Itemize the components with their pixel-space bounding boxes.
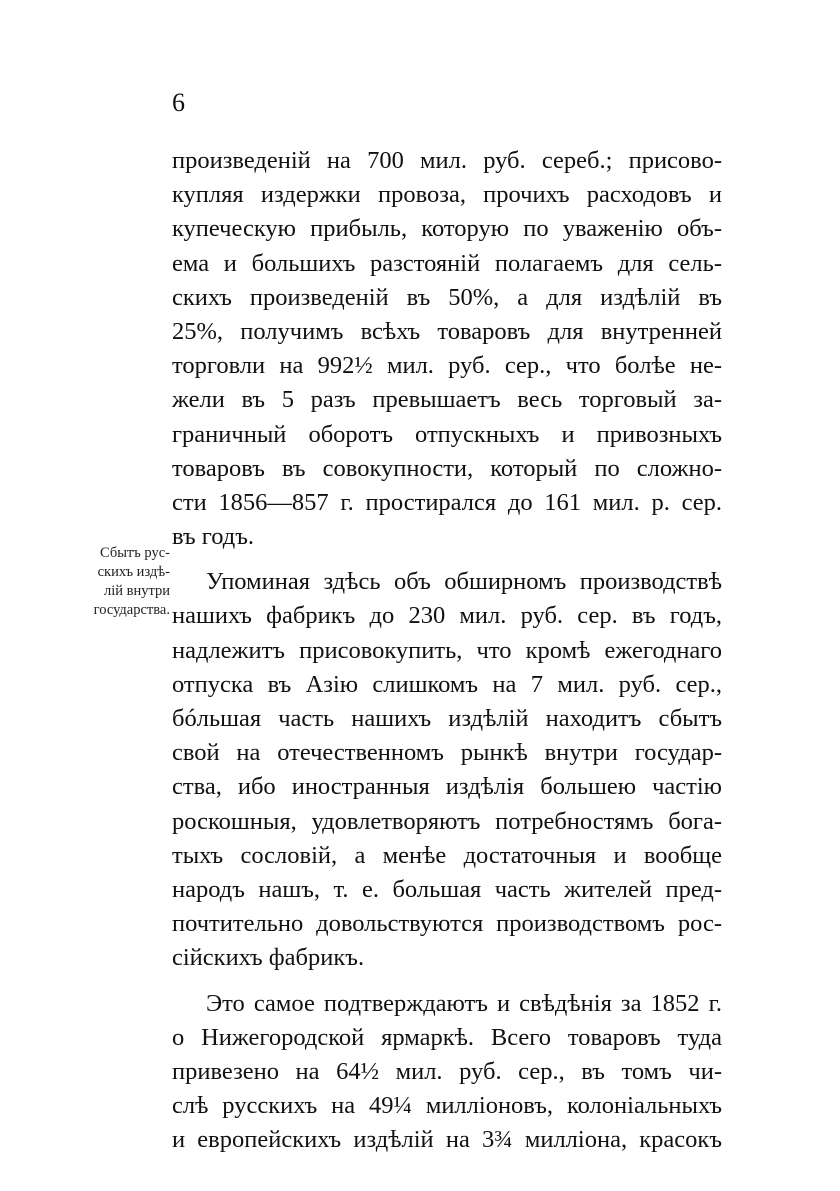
text-line: сійскихъ фабрикъ. [172, 944, 365, 972]
text-line: бóльшая часть нашихъ издѣлій находитъ сбытъ [172, 705, 722, 732]
marginal-note [60, 544, 170, 620]
text-line: купляя издержки провоза, прочихъ расходовъ и [172, 181, 722, 209]
text-line: произведеній на 700 мил. руб. сереб.; присово- [172, 147, 722, 174]
marginal-note-line: Сбытъ рус- [99, 545, 170, 561]
text-line: Упоминая здѣсь объ обширномъ производствѣ [206, 568, 722, 596]
text-line: граничный оборотъ отпускныхъ и привозныхъ [172, 420, 722, 448]
text-line: надлежитъ присовокупить, что кромѣ ежегоднаго [172, 636, 722, 664]
marginal-note-line: государства. [93, 602, 170, 618]
text-line: почтительно довольствуются производствомъ рос- [172, 910, 722, 938]
text-line: Это самое подтверждаютъ и свѣдѣнія за 1852 г. [206, 989, 722, 1017]
text-line: торговли на 992½ мил. руб. сер., что болѣе не- [172, 352, 722, 380]
text-line: жели въ 5 разъ превышаетъ весь торговый за- [172, 386, 722, 414]
text-line: товаровъ въ совокупности, который по сложно- [172, 454, 722, 482]
text-line: отпуска въ Азію слишкомъ на 7 мил. руб. сер., [172, 670, 722, 698]
text-line: о Нижегородской ярмаркѣ. Всего товаровъ туда [172, 1023, 722, 1051]
page-number: 6 [172, 88, 185, 117]
text-line: купеческую прибыль, которую по уваженію объ- [172, 215, 722, 243]
paragraph-2 [172, 565, 722, 975]
text-line: нашихъ фабрикъ до 230 мил. руб. сер. въ годъ, [172, 602, 722, 630]
text-line: въ годъ. [172, 523, 254, 551]
paragraph-1 [172, 144, 722, 554]
text-line: 25%, получимъ всѣхъ товаровъ для внутренней [172, 317, 722, 345]
text-line: привезено на 64½ мил. руб. сер., въ томъ чи- [172, 1057, 722, 1085]
text-line: и европейскихъ издѣлій на 3¾ милліона, красокъ [172, 1126, 722, 1154]
text-line: тыхъ сословій, а менѣе достаточныя и вообще [172, 841, 722, 869]
text-line: свой на отечественномъ рынкѣ внутри государ- [172, 739, 722, 767]
paragraph-3 [172, 987, 722, 1158]
text-line: ства, ибо иностранныя издѣлія большею частію [172, 773, 722, 801]
text-line: слѣ русскихъ на 49¼ милліоновъ, колоніальныхъ [172, 1092, 722, 1120]
body-text [172, 144, 722, 1157]
text-line: народъ нашъ, т. е. большая часть жителей пред- [172, 875, 722, 903]
text-line: ема и большихъ разстояній полагаемъ для сель- [172, 249, 722, 277]
marginal-note-line: лій внутри [103, 583, 170, 599]
text-line: скихъ произведеній въ 50%, а для издѣлій въ [172, 283, 722, 311]
text-line: сти 1856—857 г. простирался до 161 мил. р. сер. [172, 488, 722, 516]
text-line: роскошныя, удовлетворяютъ потребностямъ бога- [172, 807, 722, 835]
marginal-note-line: скихъ издѣ- [97, 564, 170, 580]
